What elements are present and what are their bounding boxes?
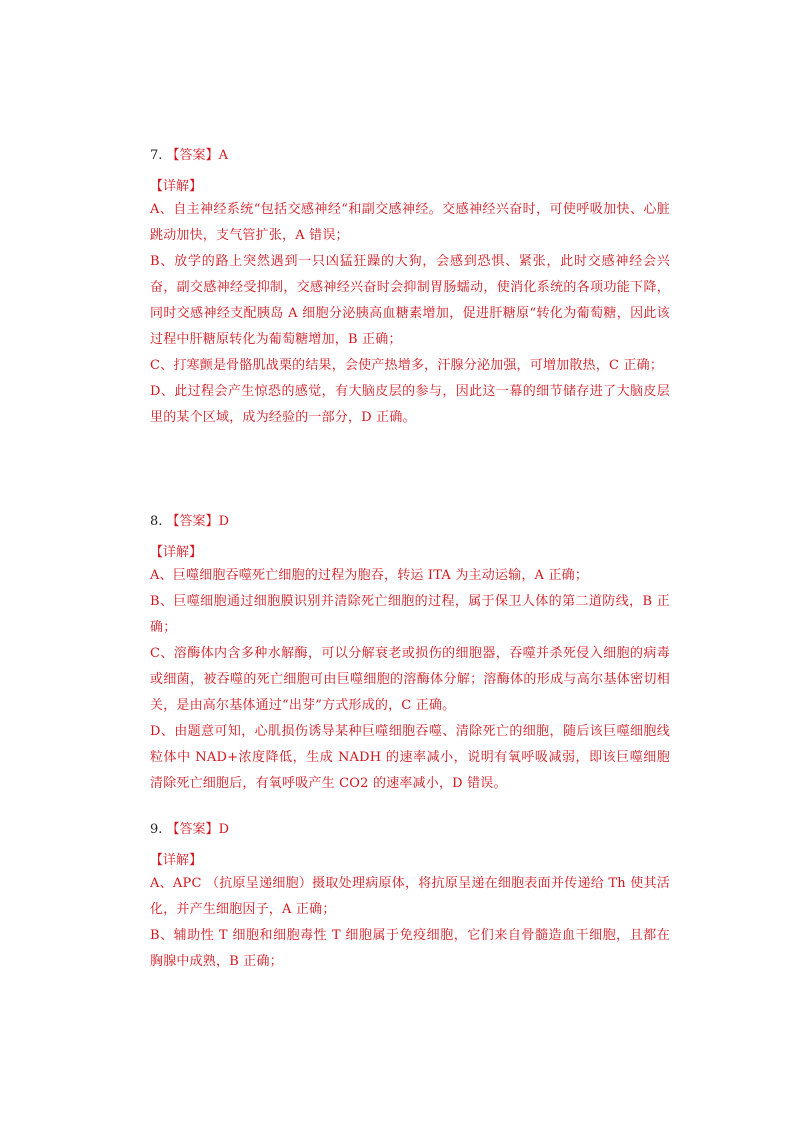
question-number: 8. xyxy=(150,514,163,529)
answer-line xyxy=(150,822,670,838)
question-number: 7. xyxy=(150,148,163,163)
question-7-solution xyxy=(150,148,670,431)
answer-label: 【答案】 xyxy=(166,822,219,837)
explanation-paragraph: A、自主神经系统“包括交感神经“和副交感神经。交感神经兴奋时，可使呼吸加快、心脏跳动加快，支气管扩张，A 错误； xyxy=(150,202,670,243)
question-number: 9. xyxy=(150,822,163,837)
answer-value: D xyxy=(218,822,229,837)
explanation-paragraph: A、APC （抗原呈递细胞）摄取处理病原体，将抗原呈递在细胞表面并传递给 Th 使其活化，并产生细胞因子，A 正确； xyxy=(150,876,670,917)
explanation-paragraph: C、溶酶体内含多种水解酶，可以分解衰老或损伤的细胞器，吞噬并杀死侵入细胞的病毒或细菌，被吞噬的死亡细胞可由巨噬细胞的溶酶体分解；溶酶体的形成与高尔基体密切相关，是由高尔基体通过“出芽”方式形成的，C 正确。 xyxy=(150,646,670,713)
detail-label: 【详解】 xyxy=(150,545,203,560)
answer-line xyxy=(150,148,670,164)
question-8-solution xyxy=(150,514,670,797)
question-9-solution xyxy=(150,822,670,975)
explanation-paragraph: D、此过程会产生惊恐的感觉，有大脑皮层的参与，因此这一幕的细节储存进了大脑皮层里的某个区域，成为经验的一部分，D 正确。 xyxy=(150,384,670,425)
explanation-paragraph: A、巨噬细胞吞噬死亡细胞的过程为胞吞，转运 ITA 为主动运输，A 正确； xyxy=(150,568,589,583)
answer-value: D xyxy=(218,514,229,529)
answer-line xyxy=(150,514,670,530)
explanation-paragraph: B、放学的路上突然遇到一只凶猛狂躁的大狗，会感到恐惧、紧张，此时交感神经会兴奋，副交感神经受抑制，交感神经兴奋时会抑制胃肠蠕动，使消化系统的各项功能下降，同时交感神经支配胰岛 A 细胞分泌胰高血糖素增加，促进肝糖原“转化为葡萄糖，因此该过程中肝糖原转化为葡萄糖增加，B 正确； xyxy=(150,254,670,347)
answer-label: 【答案】 xyxy=(166,148,219,163)
answer-label: 【答案】 xyxy=(166,514,219,529)
answer-value: A xyxy=(218,148,228,163)
explanation-paragraph: C、打寒颤是骨骼肌战栗的结果，会使产热增多，汗腺分泌加强，可增加散热，C 正确； xyxy=(150,358,664,373)
explanation-paragraph: B、巨噬细胞通过细胞膜识别并清除死亡细胞的过程，属于保卫人体的第二道防线，B 正确； xyxy=(150,594,670,635)
explanation-paragraph: D、由题意可知，心肌损伤诱导某种巨噬细胞吞噬、清除死亡的细胞，随后该巨噬细胞线粒体中 NAD+浓度降低，生成 NADH 的速率减小，说明有氧呼吸减弱，即该巨噬细胞清除死亡细胞后，有氧呼吸产生 CO2 的速率减小，D 错误。 xyxy=(150,724,670,791)
explanation-paragraph: B、辅助性 T 细胞和细胞毒性 T 细胞属于免疫细胞，它们来自骨髓造血干细胞，且都在胸腺中成熟，B 正确； xyxy=(150,928,670,969)
detail-label: 【详解】 xyxy=(150,179,203,194)
detail-label: 【详解】 xyxy=(150,853,203,868)
